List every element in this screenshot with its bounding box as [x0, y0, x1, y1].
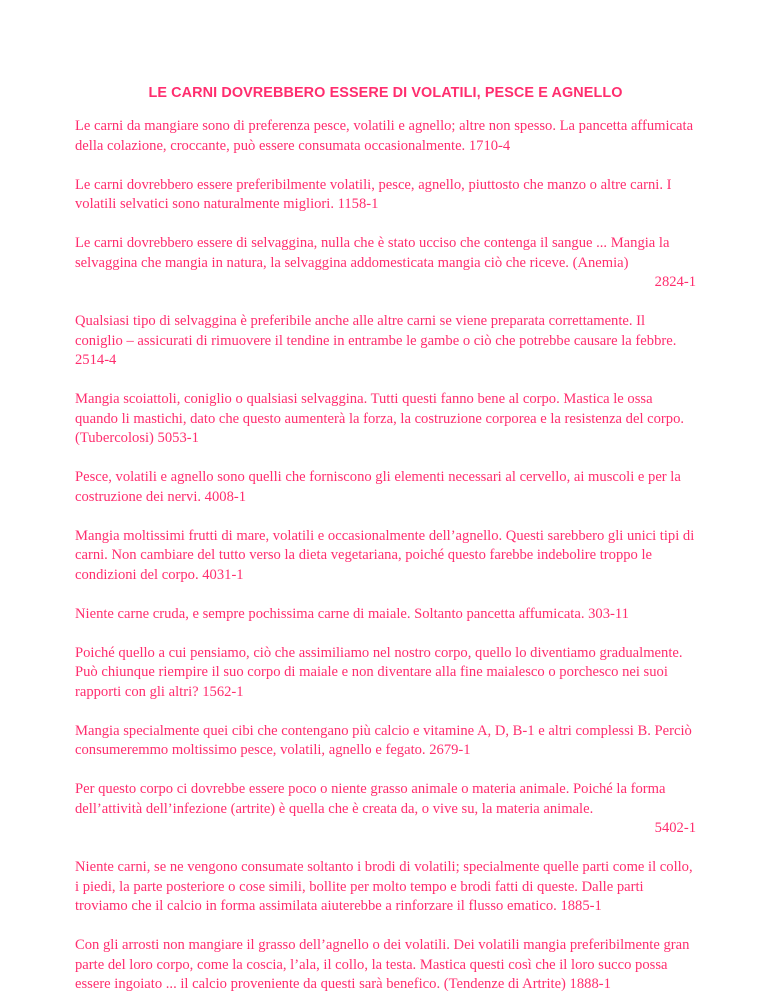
paragraph-text: Niente carne cruda, e sempre pochissima carne di maiale. Soltanto pancetta affumicata. 303-11 — [75, 605, 629, 622]
paragraph-11 — [75, 780, 696, 839]
paragraph-7 — [75, 527, 696, 586]
document-title: LE CARNI DOVREBBERO ESSERE DI VOLATILI, PESCE E AGNELLO — [148, 85, 623, 101]
paragraph-text: Le carni da mangiare sono di preferenza pesce, volatili e agnello; altre non spesso. La pancetta affumicata della colazione, croccante, può essere consumata occasionalmente. 1710-4 — [75, 118, 694, 154]
paragraph-reference: 5402-1 — [654, 820, 696, 836]
paragraph-text: Mangia scoiattoli, coniglio o qualsiasi selvaggina. Tutti questi fanno bene al corpo. Mastica le ossa quando li mastichi, dato che questo aumenterà la forza, la costruzione corporea e la resistenza del corpo. (Tubercolosi) 5053-1 — [75, 391, 685, 446]
paragraph-9 — [75, 644, 696, 703]
paragraph-text: Mangia specialmente quei cibi che contengano più calcio e vitamine A, D, B-1 e altri complessi B. Perciò consumeremmo moltissimo pesce, volatili, agnello e fegato. 2679-1 — [75, 722, 692, 758]
paragraph-2 — [75, 176, 696, 215]
paragraph-text: Mangia moltissimi frutti di mare, volatili e occasionalmente dell’agnello. Questi sarebbero gli unici tipi di carni. Non cambiare del tutto verso la dieta vegetariana, poiché questo farebbe indebolire troppo le condizioni del corpo. 4031-1 — [75, 527, 695, 583]
paragraph-3 — [75, 234, 696, 293]
paragraph-text: Qualsiasi tipo di selvaggina è preferibile anche alle altre carni se viene preparata correttamente. Il coniglio – assicurati di rimuovere il tendine in entrambe le gambe o ciò che potrebbe causare la febbre. 2514-4 — [75, 313, 677, 368]
paragraph-text: Pesce, volatili e agnello sono quelli che forniscono gli elementi necessari al cervello, ai muscoli e per la costruzione dei nervi. 4008-1 — [75, 469, 681, 505]
paragraph-13 — [75, 936, 696, 995]
paragraph-text: Niente carni, se ne vengono consumate soltanto i brodi di volatili; specialmente quelle parti come il collo, i piedi, la parte posteriore o cose simili, bollite per molto tempo e brodi fatti di queste. Dalle parti troviamo che il calcio in forma assimilata aiuterebbe a rinforzare il flusso ematico. 1885-1 — [75, 859, 693, 914]
paragraph-6 — [75, 468, 696, 507]
paragraph-reference: 2824-1 — [654, 274, 696, 290]
paragraph-10 — [75, 722, 696, 761]
paragraph-text: Le carni dovrebbero essere preferibilmente volatili, pesce, agnello, piuttosto che manzo o altre carni. I volatili selvatici sono naturalmente migliori. 1158-1 — [75, 176, 672, 212]
paragraph-4 — [75, 312, 696, 371]
paragraph-8 — [75, 605, 696, 625]
paragraph-text: Poiché quello a cui pensiamo, ciò che assimiliamo nel nostro corpo, quello lo diventiamo gradualmente. Può chiunque riempire il suo corpo di maiale e non diventare alla fine maialesco o porchesco nei suoi rapporti con gli altri? 1562-1 — [75, 644, 683, 700]
paragraph-5 — [75, 390, 696, 449]
paragraph-text: Le carni dovrebbero essere di selvaggina, nulla che è stato ucciso che contenga il sangue ... Mangia la selvaggina che mangia in natura, la selvaggina addomesticata mangia ciò che riceve. (Anemia) — [75, 235, 670, 271]
paragraph-text: Per questo corpo ci dovrebbe essere poco o niente grasso animale o materia animale. Poiché la forma dell’attività dell’infezione (artrite) è quella che è creata da, o vive su, la materia animale. — [75, 781, 666, 817]
paragraph-text: Con gli arrosti non mangiare il grasso dell’agnello o dei volatili. Dei volatili mangia preferibilmente gran parte del loro corpo, come la coscia, l’ala, il collo, la testa. Mastica questi così che il loro succo possa essere ingoiato ... il calcio proveniente da questi sarà benefico. (Tendenze di Artrite) 1888-1 — [75, 937, 690, 992]
paragraph-1 — [75, 117, 696, 156]
paragraph-12 — [75, 858, 696, 917]
